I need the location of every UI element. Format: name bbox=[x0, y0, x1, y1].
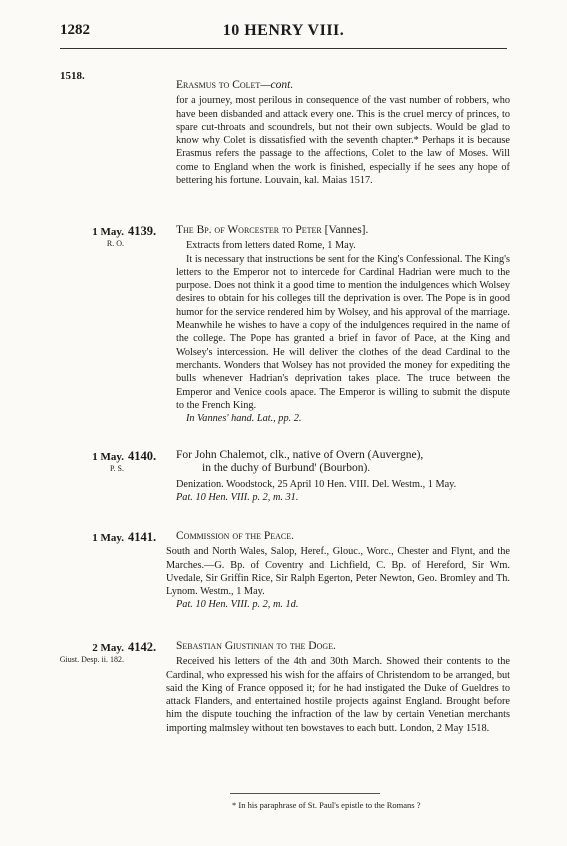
entry-note: Pat. 10 Hen. VIII. p. 2, m. 31. bbox=[176, 491, 299, 503]
entry-title-name: The Bp. of Worcester to Peter bbox=[176, 224, 322, 236]
entry-number: 4140. bbox=[128, 449, 157, 463]
entry-title: Commission of the Peace. bbox=[176, 530, 295, 542]
entry-date: 1 May. bbox=[92, 226, 124, 238]
entry-note: In Vannes' hand. Lat., pp. 2. bbox=[186, 413, 302, 425]
entry-title-line2: in the duchy of Burbund' (Bourbon). bbox=[202, 462, 371, 475]
entry-date: 1 May. bbox=[92, 451, 124, 463]
entry-source: Giust. Desp. ii. 182. bbox=[59, 655, 124, 664]
entry-date: 2 May. bbox=[92, 642, 124, 654]
entry-title bbox=[176, 224, 510, 237]
entry-paragraph: South and North Wales, Salop, Heref., Glouc., Worc., Chester and Flynt, and the Marches.—G. Bp. of Coventry and Lichfield, C. Bp. of Hereford, Sir Wm. Uvedale, Sir Griffin Rice, Sir Ralph Egerton, Peter Newton, Geo. Bromley and Th. Lynom. Westm., 1 May. bbox=[166, 546, 510, 598]
year-marker: 1518. bbox=[60, 70, 85, 82]
entry-heading-suffix: —cont. bbox=[260, 79, 294, 91]
entry-paragraph: for a journey, most perilous in consequence of the vast number of robbers, who have been disbanded and attack every one. This is the cruel mercy of princes, to spare cut-throats and scoundrels, but not their own subjects. Would be glad to know why Colet is dissatisfied with the seventh chapter.* Perhaps it is because Erasmus refers the passage to the affections, Colet to the law of Moses. Will come to England when the work is finished, especially if he sees any hope of bettering his fortune. Louvain, kal. Maias 1517. bbox=[176, 95, 510, 187]
footnote-rule bbox=[230, 793, 380, 794]
entry-4142 bbox=[166, 640, 510, 735]
entry-number: 4141. bbox=[128, 530, 157, 544]
entry-date: 1 May. bbox=[92, 532, 124, 544]
entry-title-rest: [Vannes]. bbox=[321, 224, 369, 236]
entry-4140 bbox=[166, 449, 510, 504]
entry-erasmus-continued bbox=[176, 79, 510, 187]
entry-heading-name: Erasmus to Colet bbox=[176, 79, 261, 91]
running-title: 10 HENRY VIII. bbox=[222, 22, 345, 39]
header-rule bbox=[60, 48, 507, 49]
entry-paragraph: Received his letters of the 4th and 30th March. Showed their contents to the Cardinal, who expressed his wish for the affairs of Christendom to be arranged, but said the King of France opposed it; for he had instigated the Duke of Gueldres to attack Flanders, and entertained hostile projects against England. Brought before him the dispute touching the infraction of the law by certain Venetian merchants importing malmsley without ten bowstaves to each butt. London, 2 May 1518. bbox=[166, 656, 510, 734]
entry-paragraph: Denization. Woodstock, 25 April 10 Hen. VIII. Del. Westm., 1 May. bbox=[176, 478, 457, 490]
entry-heading bbox=[176, 79, 510, 92]
entry-title: Sebastian Giustinian to the Doge. bbox=[176, 640, 336, 652]
entry-paragraph: Extracts from letters dated Rome, 1 May. bbox=[186, 240, 356, 252]
entry-4141 bbox=[166, 530, 510, 612]
entry-title-line1: For John Chalemot, clk., native of Overn (Auvergne), bbox=[176, 449, 424, 461]
entry-source: R. O. bbox=[106, 239, 124, 248]
footnote: * In his paraphrase of St. Paul's epistle to the Romans ? bbox=[232, 800, 421, 810]
entry-source: P. S. bbox=[109, 464, 124, 473]
entry-4139 bbox=[176, 224, 510, 425]
entry-paragraph: It is necessary that instructions be sent for the King's Confessional. The King's letters to the Emperor not to intercede for Cardinal Hadrian were much to the purpose. Does not think it a good time to mention the indulgences which Wolsey desires to obtain for his colleges till the deprivation is over. The Pope is in good humor for the service rendered him by Wolsey, and his approval of the marriage. Meanwhile he wishes to have a copy of the indulgences required in the name of the college. The Pope has granted a brief in favor of Pace, at the King and Wolsey's intercession. He will deliver the clothes of the dead Cardinal to the merchants. Wonders that Wolsey has not provided the money for expediting the bulls whenever Hadrian's deprivation takes place. The truce between the Emperor and Venice cools apace. The Emperor is willing to submit the dispute to the French King. bbox=[176, 253, 510, 411]
entry-note: Pat. 10 Hen. VIII. p. 2, m. 1d. bbox=[176, 599, 299, 611]
entry-number: 4142. bbox=[128, 640, 157, 654]
page-number: 1282 bbox=[60, 22, 90, 38]
entry-number: 4139. bbox=[128, 224, 157, 238]
